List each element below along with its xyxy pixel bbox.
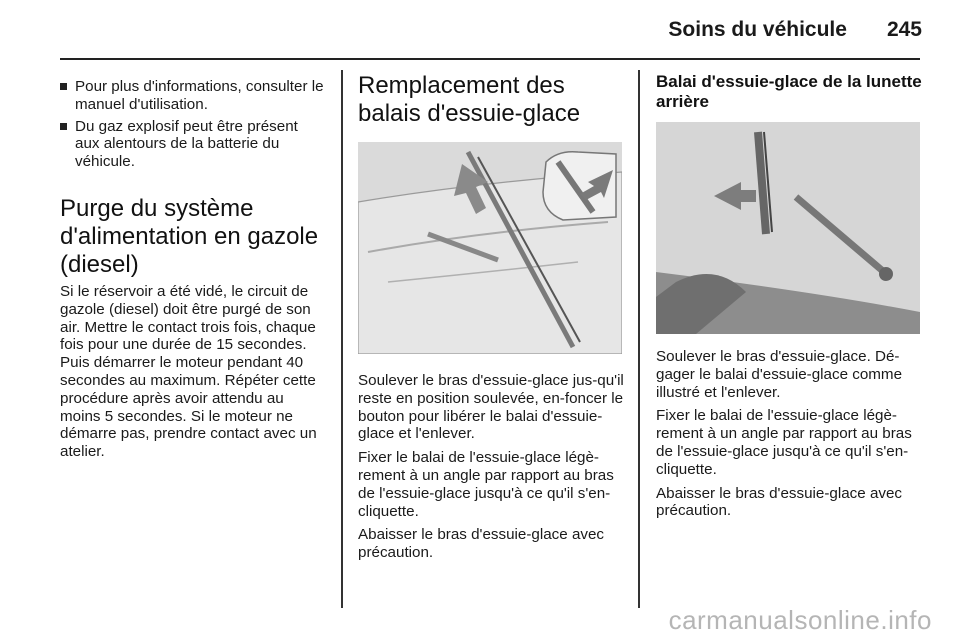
watermark: carmanualsonline.info <box>668 605 932 635</box>
section-heading-rear-wiper: Balai d'essuie-glace de la lunette arrière <box>656 72 922 111</box>
bullet-text: Pour plus d'informations, consulter le manuel d'utilisation. <box>75 78 324 113</box>
header-rule <box>60 58 920 60</box>
rear-wiper-illustration <box>656 122 920 334</box>
fuel-purge-text: Si le réservoir a été vidé, le circuit de gazole (diesel) doit être purgé de son air. Mettre le contact trois fois, chaque fois pour une durée de 15 secondes. Puis démarrer le moteur pendant 40 secondes au maximum. Répéter cette procédure après avoir attendu au moins 5 secondes. Si le moteur ne démarre pas, prendre contact avec un atelier. <box>60 282 317 461</box>
section-heading-wiper-replacement: Remplacement des balais d'essuie-glace <box>358 72 581 127</box>
column-1 <box>60 72 326 467</box>
square-bullet-icon <box>60 83 67 90</box>
bullet-list <box>60 78 326 171</box>
rear-wiper-step-2: Fixer le balai de l'essuie-glace légè-rement à un angle par rapport au bras de l'essuie-glace jusqu'à ce qu'il s'en-cliquette. <box>656 407 912 478</box>
wiper-step-1: Soulever le bras d'essuie-glace jus-qu'il reste en position soulevée, en-foncer le bouton pour libérer le balai d'essuie-glace et l'enlever. <box>358 372 624 443</box>
list-item <box>60 118 326 171</box>
column-divider-1 <box>341 70 343 608</box>
wiper-step-3: Abaisser le bras d'essuie-glace avec précaution. <box>358 526 605 562</box>
rear-wiper-step-1: Soulever le bras d'essuie-glace. Dé-gager le balai d'essuie-glace comme illustré et l'enlever. <box>656 348 903 401</box>
column-3 <box>656 72 922 526</box>
windscreen-wiper-illustration <box>358 142 622 354</box>
list-item <box>60 78 326 114</box>
page-number: 245 <box>886 18 922 41</box>
section-title: Soins du véhicule <box>668 18 847 41</box>
column-divider-2 <box>638 70 640 608</box>
rear-wiper-step-3: Abaisser le bras d'essuie-glace avec précaution. <box>656 484 903 520</box>
square-bullet-icon <box>60 123 67 130</box>
section-heading-fuel-purge: Purge du système d'alimentation en gazole (diesel) <box>60 194 319 278</box>
column-2 <box>358 72 624 568</box>
page-header <box>668 18 922 42</box>
wiper-step-2: Fixer le balai de l'essuie-glace légè-rement à un angle par rapport au bras de l'essuie-glace jusqu'à ce qu'il s'en-cliquette. <box>358 449 614 520</box>
bullet-text: Du gaz explosif peut être présent aux alentours de la batterie du véhicule. <box>75 117 298 171</box>
